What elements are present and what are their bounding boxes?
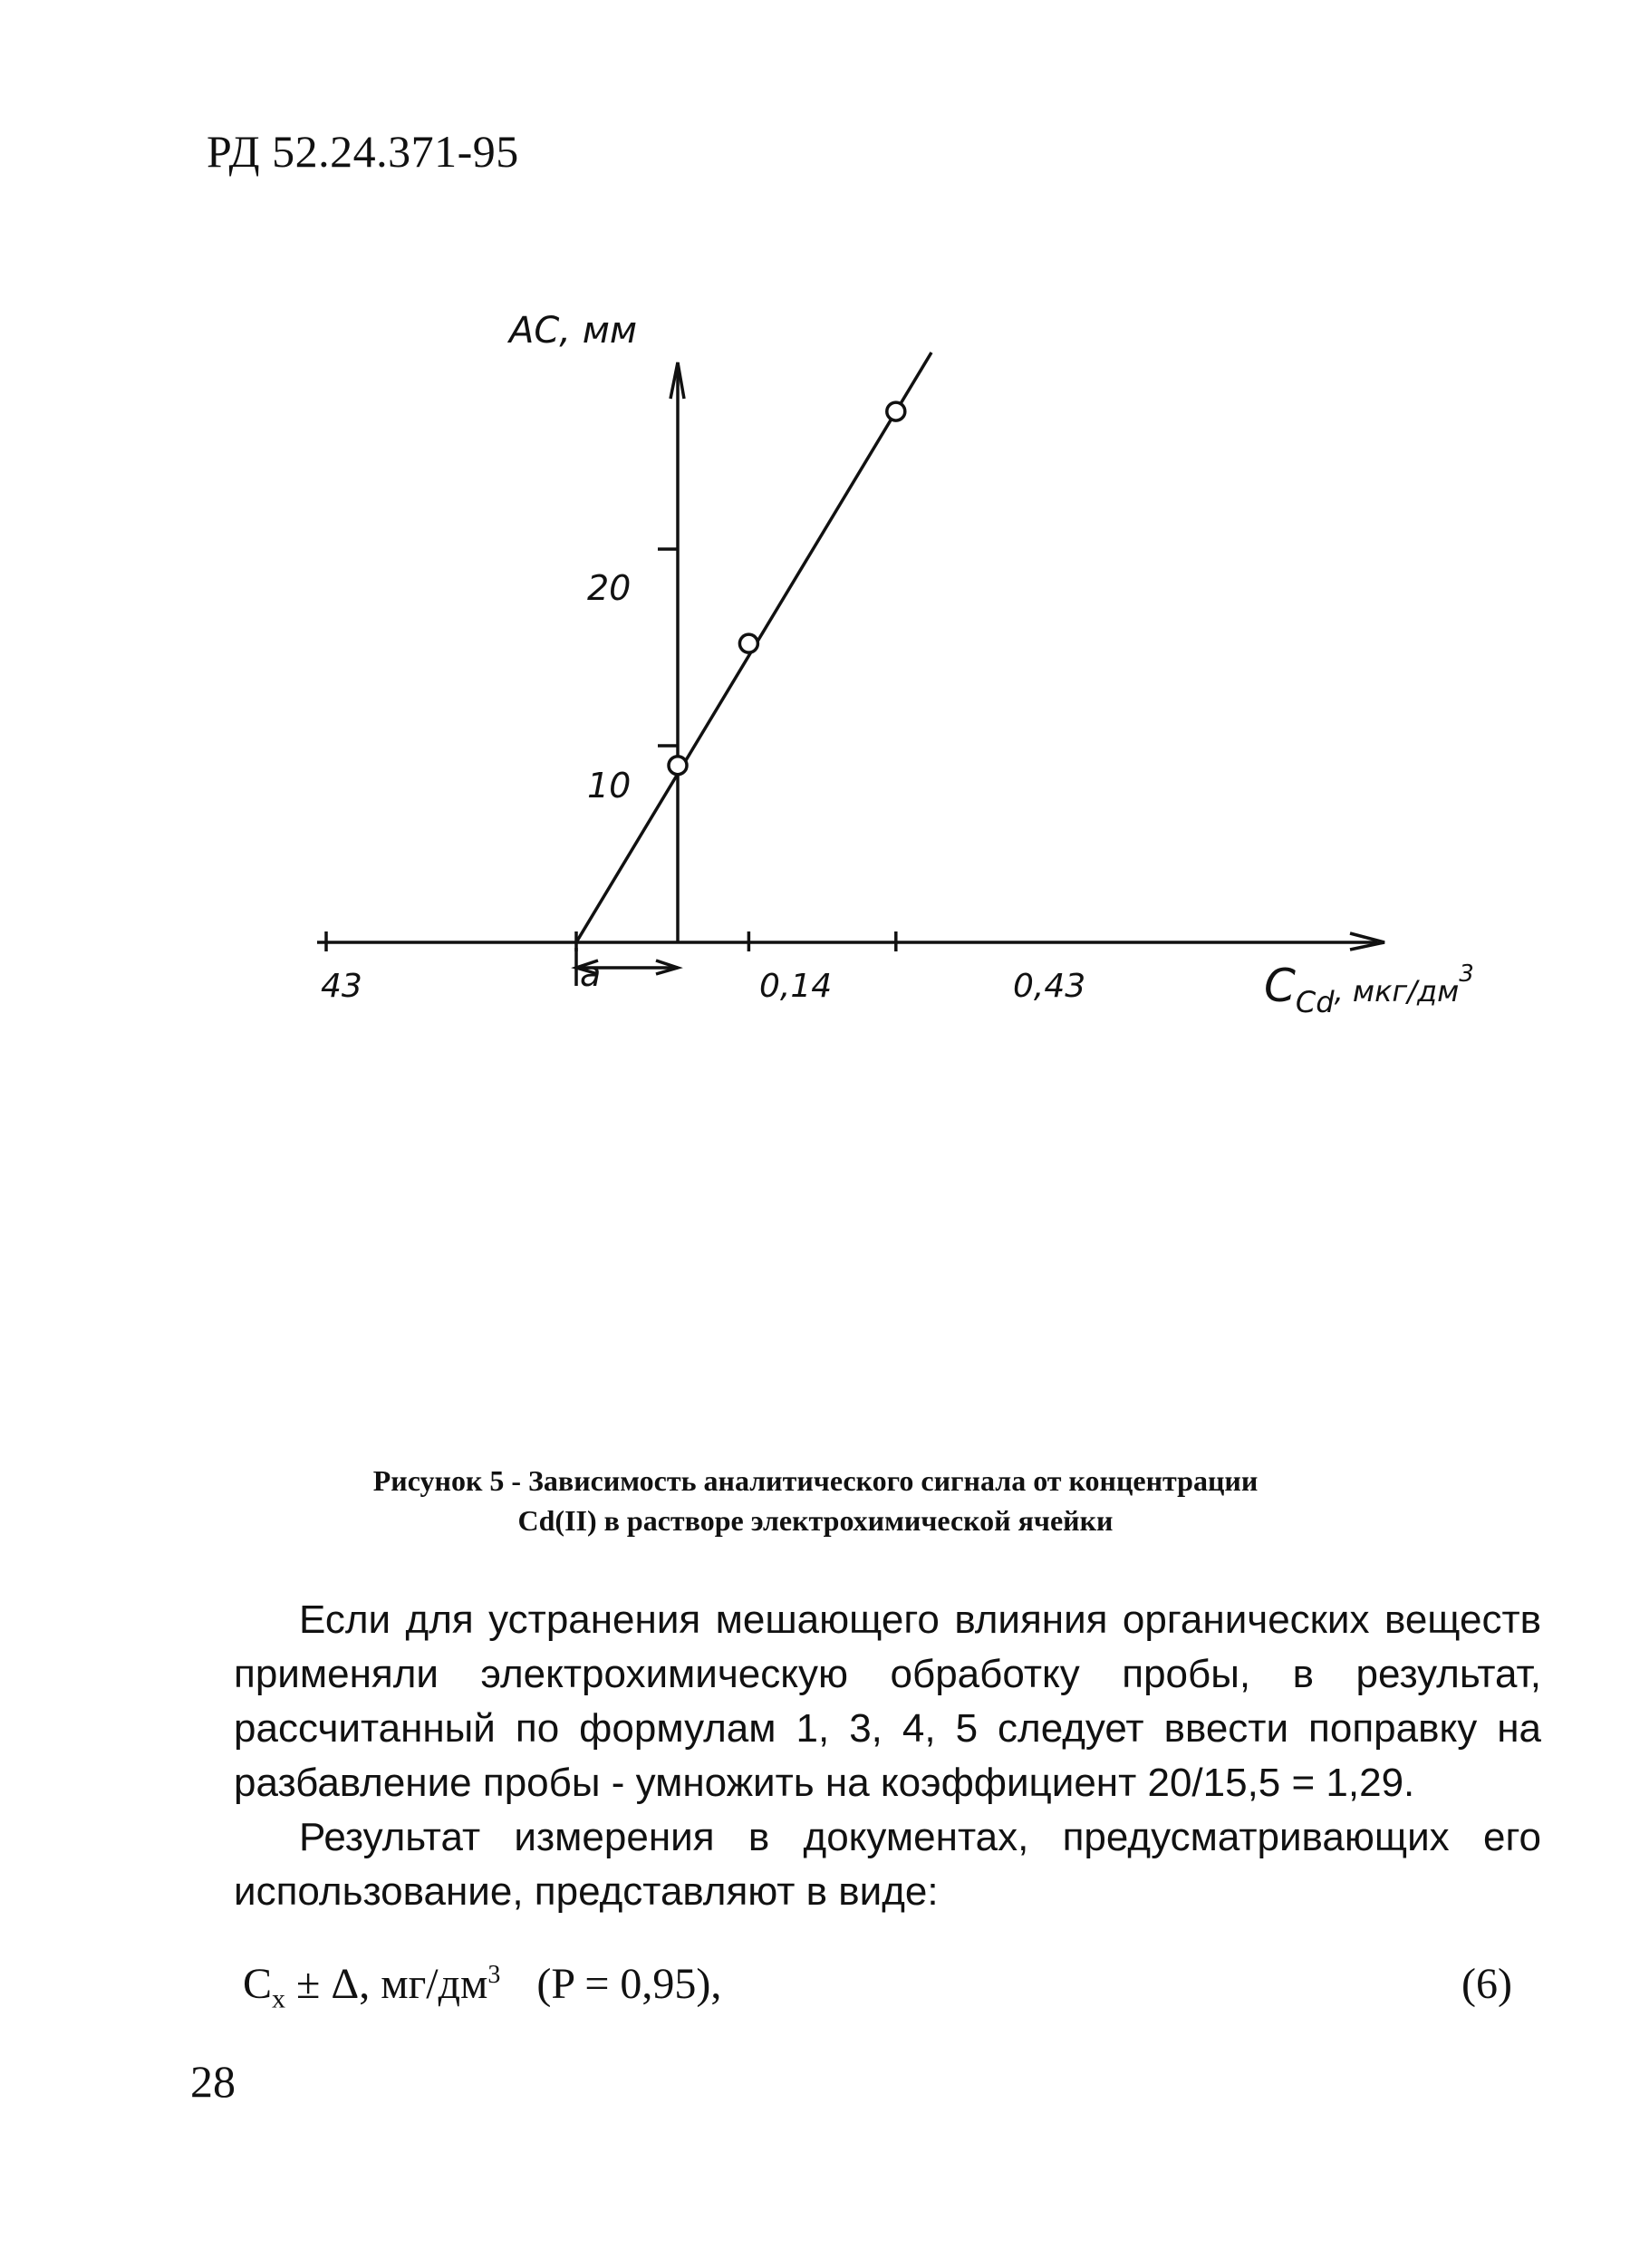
x-axis-label: $C_{Cd}^{, мкг/дм3}$	[1264, 960, 1474, 1019]
figure-caption-line1: Рисунок 5 - Зависимость аналитического сигнала от концентрации	[372, 1464, 1259, 1497]
x-tick-label-014: 0,14	[759, 968, 833, 1005]
y-axis-label: АС, мм	[509, 310, 638, 352]
y-tick-label-10: 10	[587, 766, 632, 806]
calibration-chart	[272, 272, 1540, 1087]
data-point-0	[669, 757, 687, 775]
y-tick-label-20: 20	[587, 568, 632, 608]
page-number: 28	[190, 2056, 236, 2107]
paragraph-2: Результат измерения в документах, предусматривающих его использование, представляют в виде:	[234, 1815, 1541, 1914]
result-formula: $C_x \pm \Delta$, $мг/дм^3$ (P = 0,95),	[243, 1960, 722, 2014]
document-code: РД 52.24.371-95	[207, 126, 519, 177]
x-tick-label-neg: 43	[321, 968, 362, 1005]
data-point-1	[739, 634, 757, 652]
formula-number: (6)	[1461, 1960, 1512, 2008]
segment-a-label: а	[580, 954, 602, 994]
x-tick-label-043: 0,43	[1013, 968, 1086, 1005]
paragraph-1: Если для устранения мешающего влияния органических веществ применяли электрохимическую обработку пробы, в результат, рассчитанный по формулам 1, 3, 4, 5 следует ввести поправку на разбавление пробы - умножить на коэффициент 20/15,5 = 1,29.	[234, 1597, 1541, 1805]
figure-caption-line2: Cd(II) в растворе электрохимической ячейки	[517, 1504, 1114, 1537]
data-point-2	[887, 402, 905, 420]
